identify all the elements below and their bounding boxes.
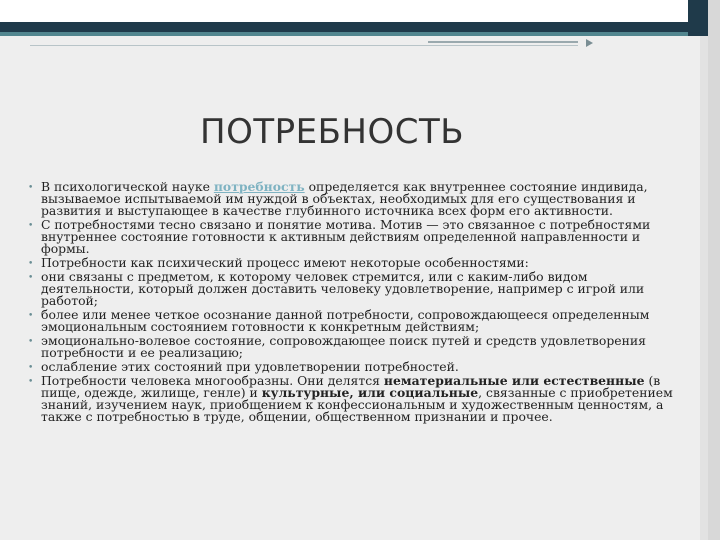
top-band [0,0,720,22]
header-thin-line [30,45,578,46]
bullet-text: (в пище, одежде, жилище, генле) и [41,373,661,400]
bullet-text: В психологической науке [41,179,214,194]
bold-term: культурные, или социальные [261,385,479,400]
triangle-marker-icon [586,39,593,47]
slide-title: ПОТРЕБНОСТЬ [200,112,465,152]
bullet-item [28,181,678,217]
term-link[interactable]: потребность [213,179,305,194]
bullet-text: ослабление этих состояний при удовлетворении потребностей. [41,359,459,374]
bullet-dot-icon: • [28,259,34,269]
slide-content [28,181,678,425]
header-accent-line [428,41,578,43]
bullet-text: они связаны с предметом, к которому человек стремится, или с каким-либо видом деятельности, который должен доставить человеку удовлетворение, например с игрой или работой; [41,269,645,308]
bold-term: нематериальные или естественные [383,373,645,388]
side-strip-gray [708,0,720,540]
header-dark-bar [0,22,688,32]
bullet-item [28,257,678,269]
bullet-list [28,181,678,423]
bullet-dot-icon: • [28,377,34,387]
bullet-item [28,219,678,255]
bullet-text: Потребности как психический процесс имеют некоторые особенностями: [41,255,529,270]
bullet-text: более или менее четкое осознание данной потребности, сопровождающееся определенным эмоциональным состоянием готовности к конкретным действиям; [41,307,650,334]
bullet-text: эмоционально-волевое состояние, сопровождающее поиск путей и средств удовлетворения потребности и ее реализацию; [41,333,646,360]
bullet-item [28,309,678,333]
header-teal-bar [0,32,688,36]
bullet-dot-icon: • [28,311,34,321]
bullet-item [28,375,678,423]
bullet-text: , связанные с приобретением знаний, изучением наук, приобщением к конфессиональным и художественным ценностям, а также с потребностью в труде, общении, общественном признании и прочее. [41,385,673,424]
bullet-item [28,271,678,307]
bullet-item [28,361,678,373]
bullet-dot-icon: • [28,273,34,283]
bullet-dot-icon: • [28,221,34,231]
bullet-item [28,335,678,359]
side-strip-light [700,36,708,540]
side-strip-dark [688,0,708,36]
bullet-dot-icon: • [28,337,34,347]
bullet-dot-icon: • [28,363,34,373]
bullet-text: Потребности человека многообразны. Они делятся [41,373,384,388]
bullet-dot-icon: • [28,183,34,193]
bullet-text: С потребностями тесно связано и понятие мотива. Мотив — это связанное с потребностями внутреннее состояние готовности к активным действиям определенной направленности и формы. [41,217,651,256]
bullet-text: определяется как внутреннее состояние индивида, вызываемое испытываемой им нуждой в объектах, необходимых для его существования и развития и выступающее в качестве глубинного источника всех форм его активности. [41,179,648,218]
